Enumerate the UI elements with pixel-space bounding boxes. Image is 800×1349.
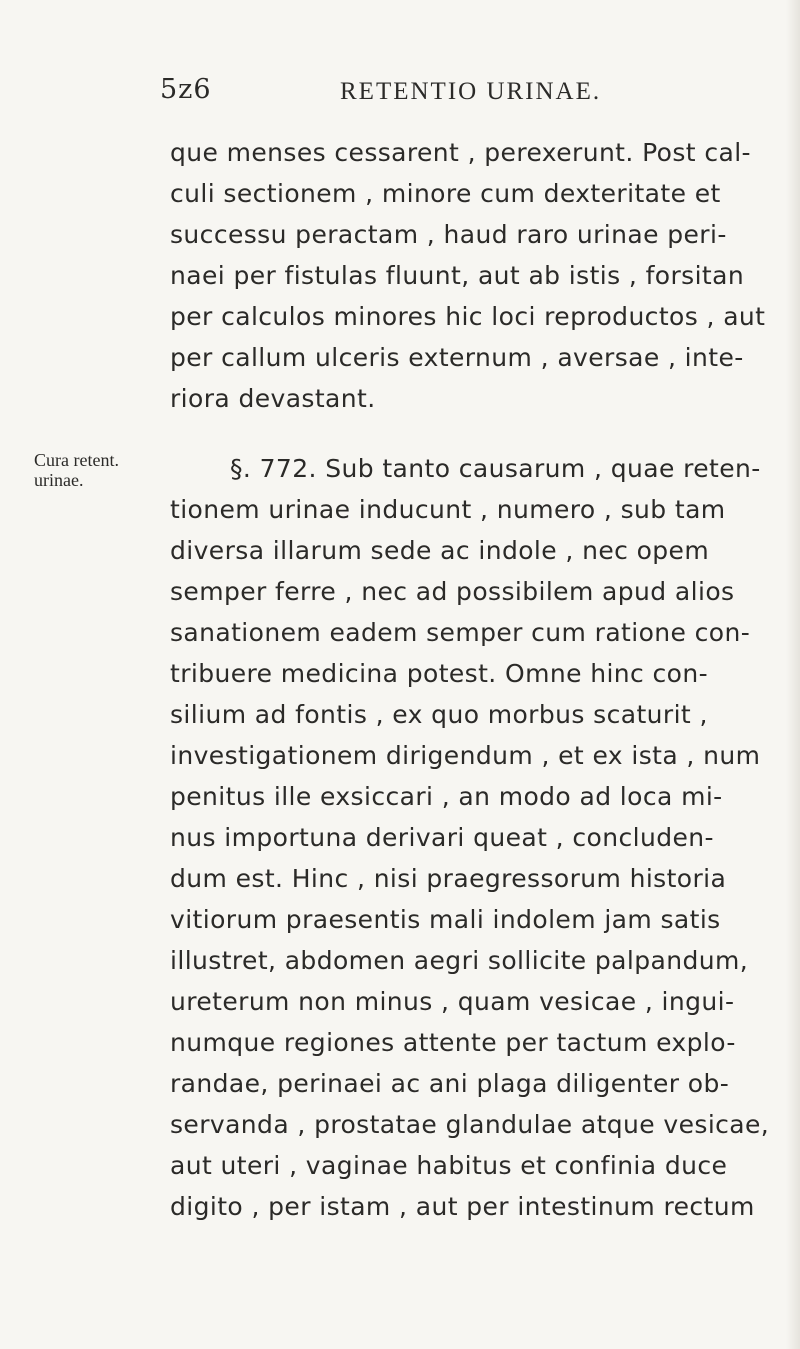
text-line: semper ferre , nec ad possibilem apud alios (170, 577, 735, 606)
margin-note (34, 450, 134, 490)
text-line: successu peractam , haud raro urinae peri- (170, 220, 727, 249)
text-line: per callum ulceris externum , aversae , inte- (170, 343, 744, 372)
page-header (160, 72, 660, 112)
text-line: digito , per istam , aut per intestinum rectum (170, 1192, 755, 1221)
text-line: tribuere medicina potest. Omne hinc con- (170, 659, 709, 688)
page-number: 5z6 (160, 74, 212, 105)
text-line: silium ad fontis , ex quo morbus scaturit , (170, 700, 708, 729)
text-line: numque regiones attente per tactum explo- (170, 1028, 736, 1057)
text-line: penitus ille exsiccari , an modo ad loca mi- (170, 782, 723, 811)
text-line: diversa illarum sede ac indole , nec opem (170, 536, 710, 565)
text-line: riora devastant. (170, 384, 376, 413)
text-line: ureterum non minus , quam vesicae , ingui- (170, 987, 735, 1016)
text-line: randae, perinaei ac ani plaga diligenter ob- (170, 1069, 730, 1098)
text-line: per calculos minores hic loci reproductos , aut (170, 302, 766, 331)
running-head: RETENTIO URINAE. (340, 78, 602, 105)
text-line: vitiorum praesentis mali indolem jam satis (170, 905, 721, 934)
text-line: naei per fistulas fluunt, aut ab istis , forsitan (170, 261, 745, 290)
text-line: investigationem dirigendum , et ex ista , num (170, 741, 761, 770)
paragraph-continuation (170, 132, 795, 419)
text-line: aut uteri , vaginae habitus et confinia duce (170, 1151, 728, 1180)
margin-note-line: urinae. (34, 470, 84, 490)
text-line: tionem urinae inducunt , numero , sub tam (170, 495, 726, 524)
text-line: illustret, abdomen aegri sollicite palpandum, (170, 946, 749, 975)
text-line: servanda , prostatae glandulae atque vesicae, (170, 1110, 770, 1139)
text-line: sanationem eadem semper cum ratione con- (170, 618, 751, 647)
text-line: dum est. Hinc , nisi praegressorum historia (170, 864, 727, 893)
text-line: culi sectionem , minore cum dexteritate et (170, 179, 721, 208)
text-line: nus importuna derivari queat , concluden- (170, 823, 714, 852)
margin-note-line: Cura retent. (34, 450, 119, 470)
text-line: que menses cessarent , perexerunt. Post cal- (170, 138, 751, 167)
paragraph-section-772 (170, 448, 795, 1227)
text-line: §. 772. Sub tanto causarum , quae reten- (230, 454, 761, 483)
